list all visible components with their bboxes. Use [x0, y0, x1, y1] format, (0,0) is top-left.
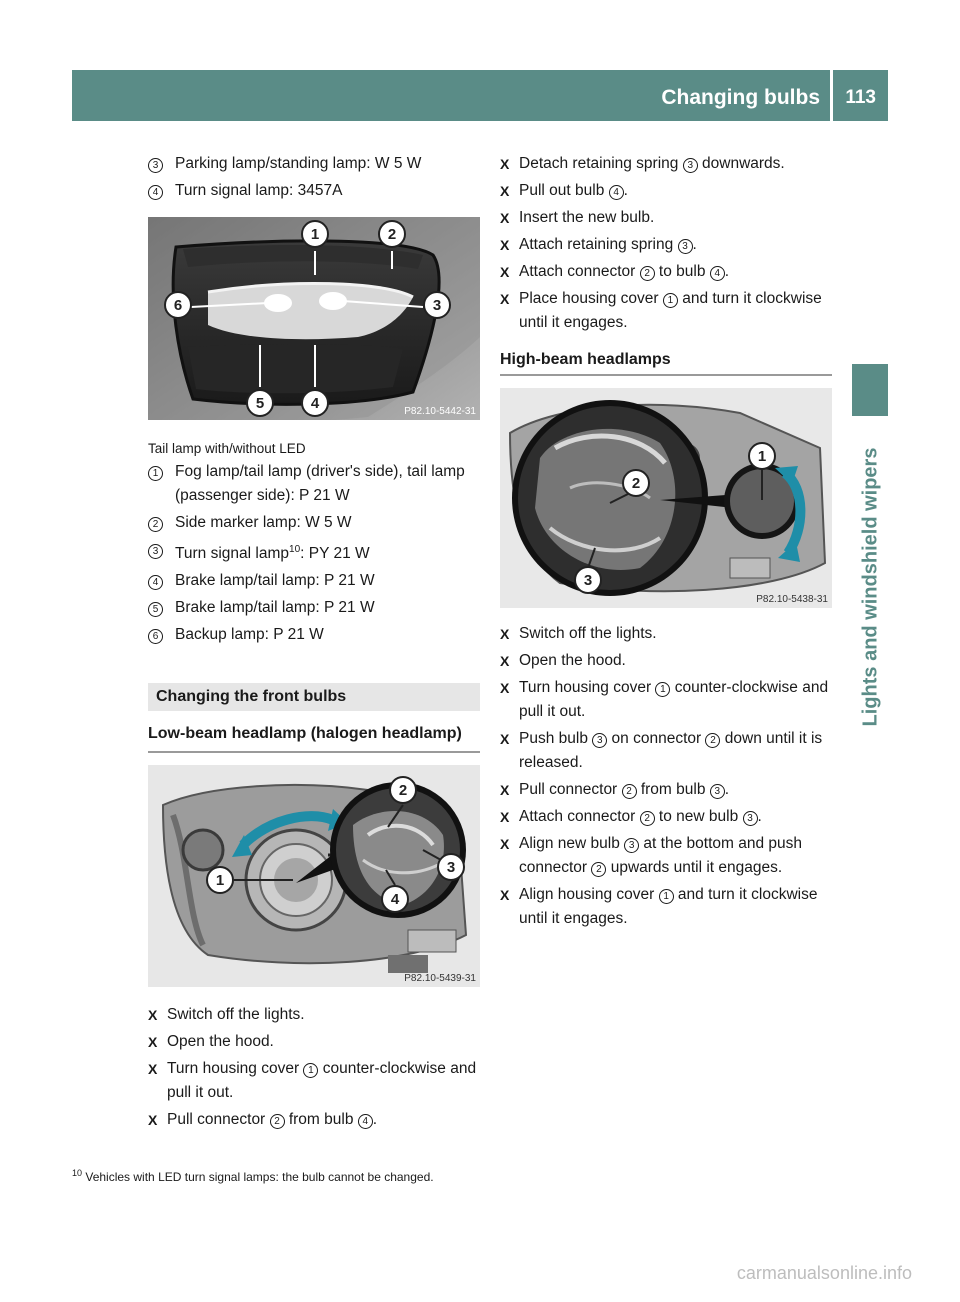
list-item: 4 Turn signal lamp: 3457A: [148, 179, 480, 203]
callout-3: 3: [446, 859, 456, 877]
step: X Open the hood.: [500, 652, 626, 669]
list-item: 3 Turn signal lamp$^{10}$: PY 21 W: [148, 538, 480, 566]
callout-1: 1: [310, 226, 320, 243]
step: X Align housing cover 1 and turn it clockwise until it engages.: [500, 886, 818, 927]
footnote-ref: 10: [289, 544, 301, 555]
step: X Turn housing cover 1 counter-clockwise and pull it out.: [500, 679, 829, 720]
step: X Attach retaining spring 3 .: [500, 236, 697, 253]
footnote: [72, 1165, 772, 1185]
page-number: 113: [845, 87, 876, 108]
step: X Turn housing cover 1 counter-clockwise and pull it out.: [148, 1060, 477, 1102]
highbeam-figure: [500, 388, 832, 608]
lowbeam-figure: [148, 765, 480, 987]
watermark: carmanualsonline.info: [736, 1263, 912, 1283]
callout-6: 6: [173, 297, 183, 314]
callout-3: 3: [432, 297, 442, 314]
step: X Pull connector 2 from bulb 4 .: [148, 1111, 378, 1129]
list-item: 2 Side marker lamp: W 5 W: [148, 511, 480, 535]
footnote-text: Vehicles with LED turn signal lamps: the bulb cannot be changed.: [85, 1170, 434, 1184]
list-item: 1 Fog lamp/tail lamp (driver's side), tail lamp (passenger side): P 21 W: [148, 460, 480, 508]
step: X Pull out bulb 4 .: [500, 182, 628, 199]
right-column: [500, 152, 832, 934]
page-title: Changing bulbs: [661, 86, 820, 109]
step: X Insert the new bulb.: [500, 209, 655, 226]
step: X Attach connector 2 to new bulb 3 .: [500, 808, 762, 825]
header-bar: [72, 70, 888, 121]
callout-4: 4: [390, 891, 400, 909]
side-tab-label: Lights and windshield wipers: [859, 447, 882, 727]
figure-code: P82.10-5442-31: [404, 406, 476, 417]
step: X Switch off the lights.: [500, 625, 657, 642]
callout-4: 4: [310, 395, 320, 412]
section-heading: Changing the front bulbs: [148, 683, 480, 711]
lowbeam-heading: Low-beam headlamp (halogen headlamp): [148, 723, 480, 753]
step: X Open the hood.: [148, 1033, 274, 1051]
callout-2: 2: [387, 226, 397, 243]
side-tab-marker: [852, 364, 888, 416]
list-item: 6 Backup lamp: P 21 W: [148, 623, 480, 647]
figure-code: P82.10-5438-31: [756, 594, 828, 605]
highbeam-heading: High-beam headlamps: [500, 349, 832, 376]
header-separator: [830, 70, 833, 121]
list-item: 3 Parking lamp/standing lamp: W 5 W: [148, 152, 480, 176]
step: X Align new bulb 3 at the bottom and push connector 2 upwards until it engages.: [500, 835, 802, 876]
figure-code: P82.10-5439-31: [404, 973, 476, 985]
callout-1: 1: [757, 448, 767, 465]
step: X Push bulb 3 on connector 2 down until it is released.: [500, 730, 823, 771]
list-item: 5 Brake lamp/tail lamp: P 21 W: [148, 596, 480, 620]
callout-2: 2: [631, 475, 641, 492]
left-column: [148, 152, 480, 1135]
step: X Place housing cover 1 and turn it clockwise until it engages.: [500, 290, 822, 331]
step: X Switch off the lights.: [148, 1006, 305, 1024]
callout-2: 2: [398, 782, 408, 800]
figure-caption: Tail lamp with/without LED: [148, 441, 306, 456]
callout-3: 3: [583, 572, 593, 589]
tail-lamp-figure: [148, 217, 480, 420]
list-item: 4 Brake lamp/tail lamp: P 21 W: [148, 569, 480, 593]
callout-5: 5: [255, 395, 265, 412]
step: X Attach connector 2 to bulb 4 .: [500, 263, 730, 280]
footnote-number: 10: [72, 1168, 83, 1178]
callout-1: 1: [215, 872, 225, 890]
step: X Detach retaining spring 3 downwards.: [500, 155, 785, 172]
step: X Pull connector 2 from bulb 3 .: [500, 781, 730, 798]
